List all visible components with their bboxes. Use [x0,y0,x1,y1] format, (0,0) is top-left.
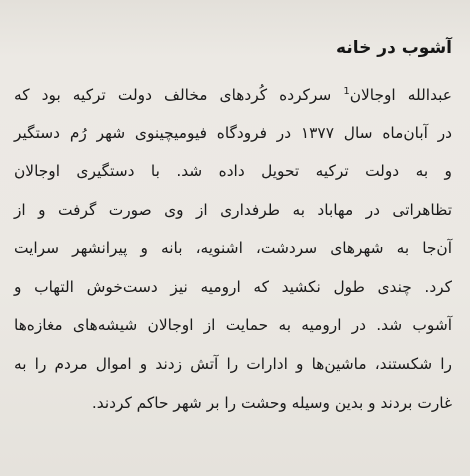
bleed-through-text [30,0,460,26]
text-line-start: عبدالله اوجالان [349,86,452,104]
text-line [14,76,452,114]
text-line: در آبان‌ماه سال ۱۳۷۷ در فرودگاه فیومیچینوی شهر رُم دستگیر [14,124,452,142]
text-line: و به دولت ترکیه تحویل داده شد. با دستگیری اوجالان [14,162,452,180]
section-heading: آشوب در خانه [336,38,452,58]
text-line: تظاهراتی در مهاباد به طرفداری از وی صورت گرفت و از [14,201,452,219]
text-line: غارت بردند و بدین وسیله وحشت را بر شهر حاکم کردند. [91,394,452,412]
footnote-marker: 1 [343,85,350,97]
text-line: آشوب شد. در ارومیه به حمایت از اوجالان شیشه‌های مغازه‌ها [14,316,452,334]
text-line: را شکستند، ماشین‌ها و ادارات را آتش زدند و اموال مردم را به [14,355,452,373]
text-line: آن‌جا به شهرهای سردشت، اشنویه، بانه و پیرانشهر سرایت [14,239,452,257]
text-line: کرد. چندی طول نکشید که ارومیه نیز دست‌خوش التهاب و [14,278,452,296]
text-line-end: سرکرده کُردهای مخالف دولت ترکیه بود که [14,86,344,104]
